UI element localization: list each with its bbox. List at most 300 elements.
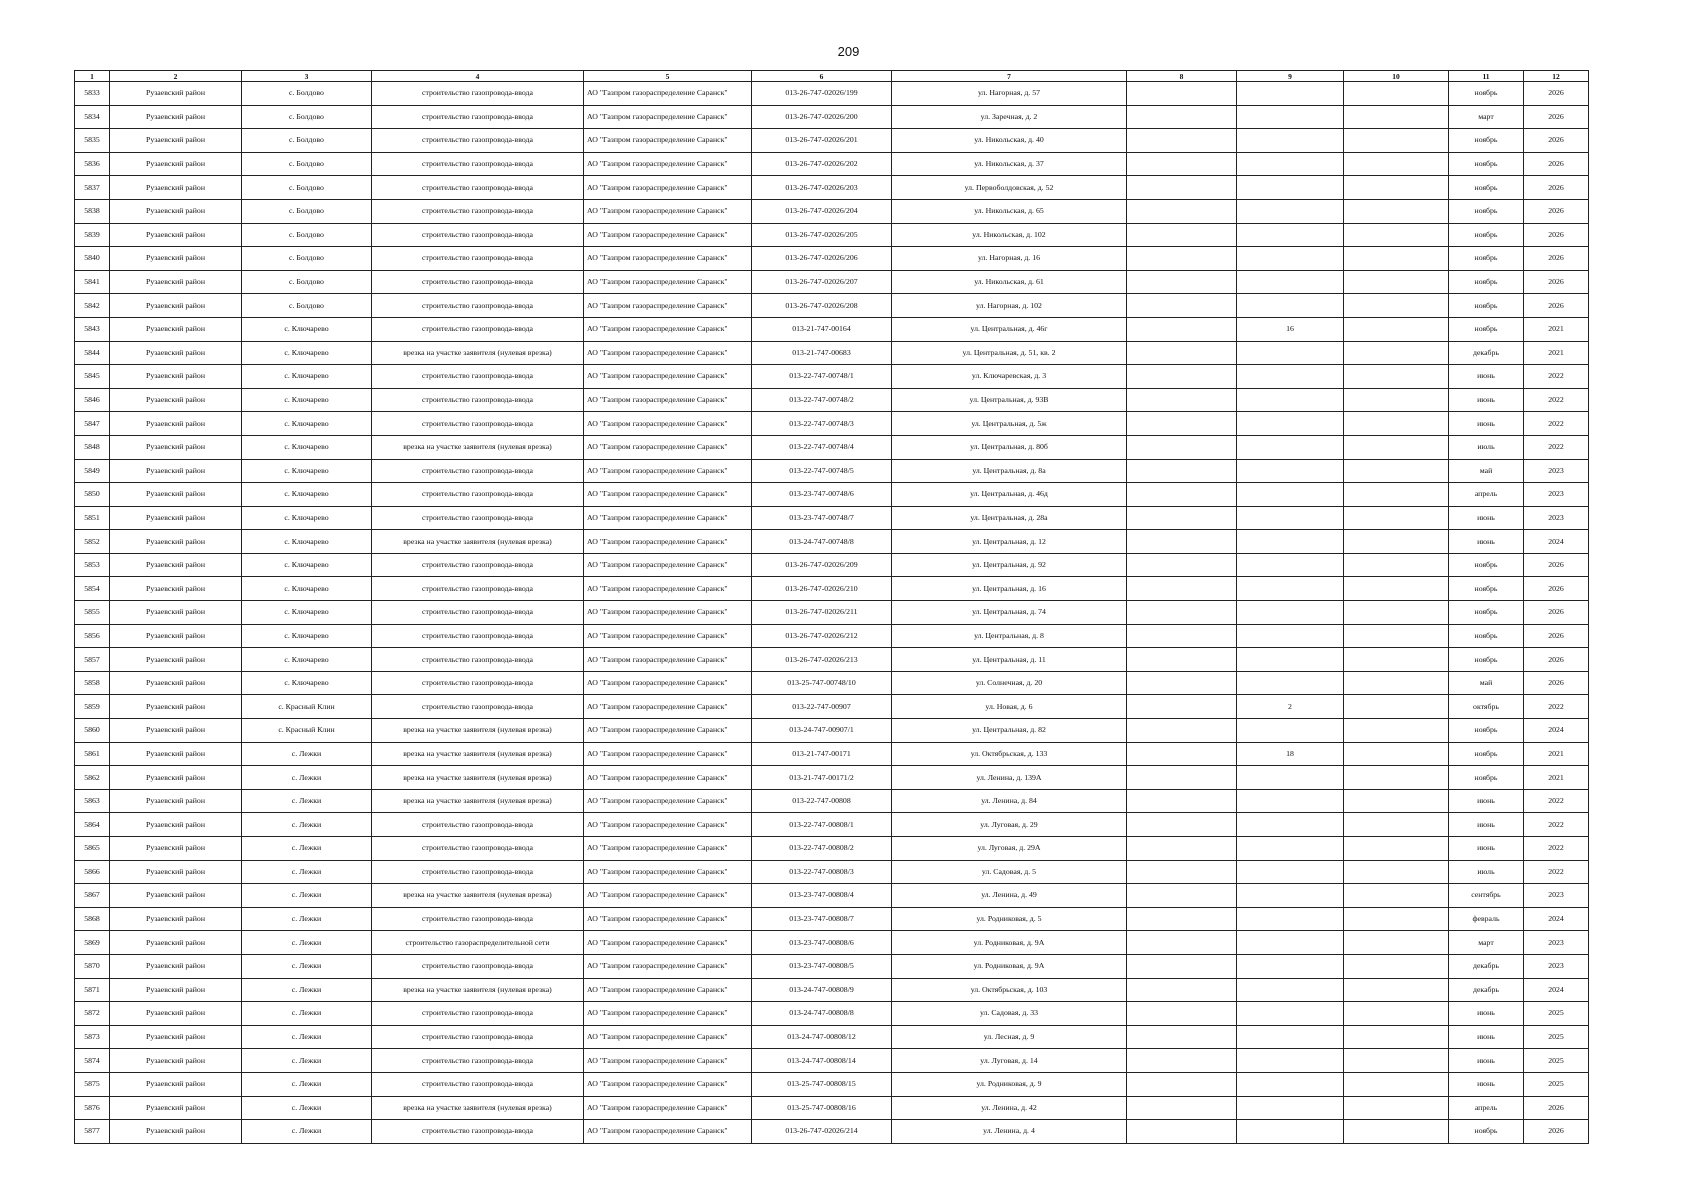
table-cell-col-8 xyxy=(1127,766,1237,790)
table-cell-col-7: ул. Заречная, д. 2 xyxy=(892,105,1127,129)
table-cell-col-7: ул. Родниковая, д. 9А xyxy=(892,954,1127,978)
table-cell-col-10 xyxy=(1344,459,1449,483)
table-cell-col-5: АО "Газпром газораспределение Саранск" xyxy=(584,152,752,176)
table-cell-col-8 xyxy=(1127,270,1237,294)
table-cell-col-5: АО "Газпром газораспределение Саранск" xyxy=(584,82,752,106)
table-cell-col-5: АО "Газпром газораспределение Саранск" xyxy=(584,884,752,908)
table-cell-col-7: ул. Центральная, д. 8а xyxy=(892,459,1127,483)
table-cell-col-8 xyxy=(1127,247,1237,271)
table-cell-col-2: Рузаевский район xyxy=(110,105,242,129)
table-cell-col-6: 013-23-747-00748/6 xyxy=(752,483,892,507)
registry-table xyxy=(74,70,1589,1144)
table-cell-col-3: с. Ключарево xyxy=(242,365,372,389)
table-cell-col-9 xyxy=(1237,247,1344,271)
table-cell-col-10 xyxy=(1344,365,1449,389)
table-cell-col-3: с. Красный Клин xyxy=(242,695,372,719)
table-cell-col-12: 2021 xyxy=(1524,766,1589,790)
table-cell-col-5: АО "Газпром газораспределение Саранск" xyxy=(584,601,752,625)
table-cell-col-2: Рузаевский район xyxy=(110,82,242,106)
table-cell-col-3: с. Лежки xyxy=(242,1096,372,1120)
table-cell-col-9 xyxy=(1237,341,1344,365)
table-cell-col-10 xyxy=(1344,199,1449,223)
table-cell-col-7: ул. Луговая, д. 29А xyxy=(892,837,1127,861)
table-cell-col-1: 5870 xyxy=(75,954,110,978)
table-cell-col-3: с. Болдово xyxy=(242,105,372,129)
table-cell-col-7: ул. Родниковая, д. 9 xyxy=(892,1072,1127,1096)
table-cell-col-10 xyxy=(1344,483,1449,507)
table-cell-col-5: АО "Газпром газораспределение Саранск" xyxy=(584,553,752,577)
table-cell-col-4: строительство газопровода-ввода xyxy=(372,907,584,931)
table-cell-col-4: строительство газопровода-ввода xyxy=(372,695,584,719)
table-cell-col-12: 2026 xyxy=(1524,648,1589,672)
table-cell-col-8 xyxy=(1127,1072,1237,1096)
table-cell-col-12: 2025 xyxy=(1524,1072,1589,1096)
table-cell-col-5: АО "Газпром газораспределение Саранск" xyxy=(584,105,752,129)
table-cell-col-10 xyxy=(1344,223,1449,247)
table-cell-col-1: 5854 xyxy=(75,577,110,601)
table-cell-col-2: Рузаевский район xyxy=(110,1002,242,1026)
table-cell-col-9 xyxy=(1237,152,1344,176)
table-cell-col-1: 5877 xyxy=(75,1120,110,1144)
table-cell-col-2: Рузаевский район xyxy=(110,1120,242,1144)
table-cell-col-10 xyxy=(1344,860,1449,884)
table-cell-col-12: 2024 xyxy=(1524,907,1589,931)
table-cell-col-9 xyxy=(1237,931,1344,955)
table-cell-col-3: с. Болдово xyxy=(242,152,372,176)
table-cell-col-6: 013-23-747-00808/5 xyxy=(752,954,892,978)
table-cell-col-4: строительство газопровода-ввода xyxy=(372,105,584,129)
table-cell-col-8 xyxy=(1127,577,1237,601)
table-cell-col-3: с. Лежки xyxy=(242,907,372,931)
table-cell-col-12: 2021 xyxy=(1524,317,1589,341)
table-cell-col-11: июнь xyxy=(1449,530,1524,554)
table-cell-col-6: 013-23-747-00808/4 xyxy=(752,884,892,908)
table-cell-col-11: апрель xyxy=(1449,1096,1524,1120)
table-row xyxy=(75,1049,1589,1073)
table-cell-col-1: 5859 xyxy=(75,695,110,719)
table-cell-col-5: АО "Газпром газораспределение Саранск" xyxy=(584,483,752,507)
table-row xyxy=(75,294,1589,318)
table-cell-col-9 xyxy=(1237,435,1344,459)
table-cell-col-2: Рузаевский район xyxy=(110,365,242,389)
table-cell-col-1: 5845 xyxy=(75,365,110,389)
table-cell-col-9 xyxy=(1237,129,1344,153)
table-cell-col-2: Рузаевский район xyxy=(110,506,242,530)
table-cell-col-2: Рузаевский район xyxy=(110,648,242,672)
table-cell-col-7: ул. Садовая, д. 33 xyxy=(892,1002,1127,1026)
table-cell-col-4: врезка на участке заявителя (нулевая врезка) xyxy=(372,978,584,1002)
table-cell-col-9 xyxy=(1237,884,1344,908)
table-cell-col-10 xyxy=(1344,1002,1449,1026)
table-cell-col-9 xyxy=(1237,837,1344,861)
table-cell-col-5: АО "Газпром газораспределение Саранск" xyxy=(584,1049,752,1073)
table-cell-col-5: АО "Газпром газораспределение Саранск" xyxy=(584,742,752,766)
table-cell-col-11: сентябрь xyxy=(1449,884,1524,908)
table-cell-col-11: март xyxy=(1449,931,1524,955)
table-cell-col-9 xyxy=(1237,412,1344,436)
table-cell-col-3: с. Лежки xyxy=(242,954,372,978)
table-cell-col-1: 5874 xyxy=(75,1049,110,1073)
table-cell-col-6: 013-26-747-02026/212 xyxy=(752,624,892,648)
table-cell-col-1: 5847 xyxy=(75,412,110,436)
table-cell-col-3: с. Ключарево xyxy=(242,530,372,554)
table-cell-col-6: 013-25-747-00808/16 xyxy=(752,1096,892,1120)
table-row xyxy=(75,199,1589,223)
table-cell-col-12: 2022 xyxy=(1524,412,1589,436)
table-cell-col-6: 013-24-747-00748/8 xyxy=(752,530,892,554)
table-row xyxy=(75,789,1589,813)
table-cell-col-11: ноябрь xyxy=(1449,553,1524,577)
table-cell-col-11: июнь xyxy=(1449,1072,1524,1096)
table-cell-col-4: строительство газопровода-ввода xyxy=(372,152,584,176)
table-cell-col-2: Рузаевский район xyxy=(110,247,242,271)
table-cell-col-12: 2022 xyxy=(1524,388,1589,412)
table-cell-col-10 xyxy=(1344,719,1449,743)
table-row xyxy=(75,223,1589,247)
table-cell-col-12: 2022 xyxy=(1524,837,1589,861)
table-cell-col-3: с. Болдово xyxy=(242,270,372,294)
table-row xyxy=(75,152,1589,176)
table-cell-col-4: строительство газопровода-ввода xyxy=(372,483,584,507)
table-cell-col-5: АО "Газпром газораспределение Саранск" xyxy=(584,648,752,672)
table-cell-col-5: АО "Газпром газораспределение Саранск" xyxy=(584,388,752,412)
table-cell-col-1: 5869 xyxy=(75,931,110,955)
table-cell-col-3: с. Болдово xyxy=(242,199,372,223)
table-cell-col-8 xyxy=(1127,742,1237,766)
table-cell-col-6: 013-21-747-00171 xyxy=(752,742,892,766)
table-cell-col-4: строительство газопровода-ввода xyxy=(372,648,584,672)
table-cell-col-12: 2021 xyxy=(1524,341,1589,365)
table-cell-col-7: ул. Ленина, д. 139А xyxy=(892,766,1127,790)
table-cell-col-6: 013-21-747-00164 xyxy=(752,317,892,341)
table-cell-col-3: с. Лежки xyxy=(242,931,372,955)
table-cell-col-7: ул. Нагорная, д. 57 xyxy=(892,82,1127,106)
table-cell-col-11: ноябрь xyxy=(1449,1120,1524,1144)
table-cell-col-6: 013-26-747-02026/207 xyxy=(752,270,892,294)
table-cell-col-9 xyxy=(1237,82,1344,106)
table-cell-col-8 xyxy=(1127,1002,1237,1026)
table-cell-col-8 xyxy=(1127,813,1237,837)
table-cell-col-1: 5835 xyxy=(75,129,110,153)
table-cell-col-1: 5836 xyxy=(75,152,110,176)
table-cell-col-5: АО "Газпром газораспределение Саранск" xyxy=(584,766,752,790)
table-cell-col-6: 013-22-747-00808/1 xyxy=(752,813,892,837)
table-cell-col-8 xyxy=(1127,789,1237,813)
table-cell-col-3: с. Ключарево xyxy=(242,412,372,436)
column-header-7: 7 xyxy=(892,71,1127,82)
table-row xyxy=(75,1025,1589,1049)
table-cell-col-12: 2023 xyxy=(1524,954,1589,978)
table-cell-col-4: строительство газопровода-ввода xyxy=(372,199,584,223)
table-cell-col-8 xyxy=(1127,388,1237,412)
table-cell-col-12: 2026 xyxy=(1524,247,1589,271)
table-row xyxy=(75,82,1589,106)
table-cell-col-2: Рузаевский район xyxy=(110,176,242,200)
table-cell-col-4: строительство газопровода-ввода xyxy=(372,459,584,483)
table-cell-col-6: 013-22-747-00748/4 xyxy=(752,435,892,459)
table-cell-col-6: 013-25-747-00808/15 xyxy=(752,1072,892,1096)
table-cell-col-8 xyxy=(1127,459,1237,483)
table-cell-col-11: ноябрь xyxy=(1449,742,1524,766)
table-cell-col-7: ул. Лесная, д. 9 xyxy=(892,1025,1127,1049)
table-cell-col-4: врезка на участке заявителя (нулевая врезка) xyxy=(372,341,584,365)
table-cell-col-1: 5856 xyxy=(75,624,110,648)
table-cell-col-11: апрель xyxy=(1449,483,1524,507)
table-cell-col-11: ноябрь xyxy=(1449,294,1524,318)
table-cell-col-4: строительство газопровода-ввода xyxy=(372,1120,584,1144)
table-cell-col-8 xyxy=(1127,223,1237,247)
table-cell-col-4: строительство газопровода-ввода xyxy=(372,601,584,625)
table-cell-col-5: АО "Газпром газораспределение Саранск" xyxy=(584,837,752,861)
table-cell-col-12: 2026 xyxy=(1524,199,1589,223)
table-cell-col-6: 013-22-747-00808 xyxy=(752,789,892,813)
table-cell-col-12: 2022 xyxy=(1524,789,1589,813)
table-cell-col-9 xyxy=(1237,719,1344,743)
table-cell-col-4: строительство газопровода-ввода xyxy=(372,671,584,695)
table-cell-col-12: 2022 xyxy=(1524,435,1589,459)
table-cell-col-4: строительство газопровода-ввода xyxy=(372,860,584,884)
table-cell-col-12: 2023 xyxy=(1524,483,1589,507)
table-cell-col-5: АО "Газпром газораспределение Саранск" xyxy=(584,270,752,294)
table-cell-col-3: с. Лежки xyxy=(242,813,372,837)
table-cell-col-11: октябрь xyxy=(1449,695,1524,719)
table-cell-col-4: строительство газопровода-ввода xyxy=(372,624,584,648)
table-cell-col-8 xyxy=(1127,435,1237,459)
table-cell-col-9 xyxy=(1237,388,1344,412)
table-row xyxy=(75,105,1589,129)
table-cell-col-2: Рузаевский район xyxy=(110,223,242,247)
table-cell-col-10 xyxy=(1344,813,1449,837)
table-cell-col-7: ул. Солнечная, д. 20 xyxy=(892,671,1127,695)
table-cell-col-3: с. Ключарево xyxy=(242,624,372,648)
table-cell-col-9 xyxy=(1237,1072,1344,1096)
table-cell-col-1: 5840 xyxy=(75,247,110,271)
table-cell-col-9 xyxy=(1237,270,1344,294)
table-cell-col-11: ноябрь xyxy=(1449,247,1524,271)
table-cell-col-2: Рузаевский район xyxy=(110,152,242,176)
table-cell-col-3: с. Лежки xyxy=(242,789,372,813)
table-cell-col-5: АО "Газпром газораспределение Саранск" xyxy=(584,978,752,1002)
table-cell-col-1: 5850 xyxy=(75,483,110,507)
table-cell-col-1: 5849 xyxy=(75,459,110,483)
table-cell-col-6: 013-24-747-00808/14 xyxy=(752,1049,892,1073)
table-cell-col-2: Рузаевский район xyxy=(110,789,242,813)
table-cell-col-10 xyxy=(1344,152,1449,176)
table-cell-col-2: Рузаевский район xyxy=(110,954,242,978)
table-cell-col-9 xyxy=(1237,223,1344,247)
table-cell-col-4: врезка на участке заявителя (нулевая врезка) xyxy=(372,789,584,813)
table-cell-col-5: АО "Газпром газораспределение Саранск" xyxy=(584,624,752,648)
table-cell-col-4: врезка на участке заявителя (нулевая врезка) xyxy=(372,719,584,743)
table-cell-col-1: 5876 xyxy=(75,1096,110,1120)
table-cell-col-6: 013-26-747-02026/211 xyxy=(752,601,892,625)
table-cell-col-6: 013-22-747-00808/3 xyxy=(752,860,892,884)
table-cell-col-10 xyxy=(1344,341,1449,365)
table-cell-col-8 xyxy=(1127,884,1237,908)
table-cell-col-4: строительство газопровода-ввода xyxy=(372,506,584,530)
table-cell-col-10 xyxy=(1344,247,1449,271)
table-cell-col-4: врезка на участке заявителя (нулевая врезка) xyxy=(372,435,584,459)
table-cell-col-6: 013-26-747-02026/200 xyxy=(752,105,892,129)
table-cell-col-8 xyxy=(1127,530,1237,554)
table-cell-col-5: АО "Газпром газораспределение Саранск" xyxy=(584,719,752,743)
table-cell-col-1: 5875 xyxy=(75,1072,110,1096)
table-cell-col-3: с. Красный Клин xyxy=(242,719,372,743)
table-row xyxy=(75,1002,1589,1026)
table-cell-col-7: ул. Центральная, д. 12 xyxy=(892,530,1127,554)
table-cell-col-3: с. Лежки xyxy=(242,860,372,884)
table-cell-col-5: АО "Газпром газораспределение Саранск" xyxy=(584,931,752,955)
table-cell-col-6: 013-24-747-00808/8 xyxy=(752,1002,892,1026)
table-cell-col-2: Рузаевский район xyxy=(110,483,242,507)
table-cell-col-1: 5866 xyxy=(75,860,110,884)
table-cell-col-3: с. Ключарево xyxy=(242,601,372,625)
table-cell-col-12: 2026 xyxy=(1524,176,1589,200)
table-row xyxy=(75,388,1589,412)
table-cell-col-4: строительство газопровода-ввода xyxy=(372,1025,584,1049)
table-row xyxy=(75,837,1589,861)
table-cell-col-1: 5848 xyxy=(75,435,110,459)
table-cell-col-6: 013-26-747-02026/202 xyxy=(752,152,892,176)
column-header-12: 12 xyxy=(1524,71,1589,82)
table-cell-col-12: 2026 xyxy=(1524,1096,1589,1120)
table-cell-col-4: строительство газопровода-ввода xyxy=(372,317,584,341)
table-row xyxy=(75,435,1589,459)
column-header-5: 5 xyxy=(584,71,752,82)
table-cell-col-5: АО "Газпром газораспределение Саранск" xyxy=(584,294,752,318)
table-row xyxy=(75,270,1589,294)
table-cell-col-9 xyxy=(1237,624,1344,648)
table-cell-col-2: Рузаевский район xyxy=(110,837,242,861)
table-cell-col-10 xyxy=(1344,1072,1449,1096)
table-cell-col-6: 013-21-747-00171/2 xyxy=(752,766,892,790)
table-cell-col-11: ноябрь xyxy=(1449,766,1524,790)
table-cell-col-12: 2025 xyxy=(1524,1049,1589,1073)
table-cell-col-5: АО "Газпром газораспределение Саранск" xyxy=(584,671,752,695)
table-cell-col-1: 5873 xyxy=(75,1025,110,1049)
table-cell-col-11: июнь xyxy=(1449,365,1524,389)
page-number: 209 xyxy=(837,44,860,59)
table-cell-col-4: строительство газопровода-ввода xyxy=(372,294,584,318)
table-cell-col-11: декабрь xyxy=(1449,341,1524,365)
table-cell-col-7: ул. Никольская, д. 37 xyxy=(892,152,1127,176)
table-cell-col-5: АО "Газпром газораспределение Саранск" xyxy=(584,435,752,459)
table-cell-col-7: ул. Октябрьская, д. 103 xyxy=(892,978,1127,1002)
table-cell-col-1: 5837 xyxy=(75,176,110,200)
table-cell-col-12: 2026 xyxy=(1524,82,1589,106)
table-cell-col-7: ул. Родниковая, д. 5 xyxy=(892,907,1127,931)
table-cell-col-2: Рузаевский район xyxy=(110,1049,242,1073)
table-cell-col-11: ноябрь xyxy=(1449,129,1524,153)
table-cell-col-8 xyxy=(1127,624,1237,648)
table-cell-col-11: июнь xyxy=(1449,789,1524,813)
table-cell-col-2: Рузаевский район xyxy=(110,978,242,1002)
table-row xyxy=(75,695,1589,719)
table-cell-col-3: с. Болдово xyxy=(242,129,372,153)
table-cell-col-4: строительство газопровода-ввода xyxy=(372,365,584,389)
table-cell-col-4: строительство газопровода-ввода xyxy=(372,1072,584,1096)
table-cell-col-7: ул. Ленина, д. 49 xyxy=(892,884,1127,908)
table-cell-col-8 xyxy=(1127,695,1237,719)
table-cell-col-6: 013-26-747-02026/199 xyxy=(752,82,892,106)
table-cell-col-12: 2026 xyxy=(1524,1120,1589,1144)
table-cell-col-1: 5839 xyxy=(75,223,110,247)
column-header-11: 11 xyxy=(1449,71,1524,82)
table-cell-col-2: Рузаевский район xyxy=(110,294,242,318)
table-cell-col-7: ул. Октябрьская, д. 133 xyxy=(892,742,1127,766)
table-cell-col-10 xyxy=(1344,530,1449,554)
table-cell-col-8 xyxy=(1127,365,1237,389)
table-cell-col-8 xyxy=(1127,978,1237,1002)
table-cell-col-3: с. Ключарево xyxy=(242,577,372,601)
table-cell-col-9 xyxy=(1237,813,1344,837)
column-header-8: 8 xyxy=(1127,71,1237,82)
table-cell-col-9 xyxy=(1237,860,1344,884)
table-cell-col-7: ул. Никольская, д. 61 xyxy=(892,270,1127,294)
table-cell-col-12: 2026 xyxy=(1524,152,1589,176)
table-cell-col-3: с. Ключарево xyxy=(242,671,372,695)
table-cell-col-11: февраль xyxy=(1449,907,1524,931)
table-cell-col-5: АО "Газпром газораспределение Саранск" xyxy=(584,1002,752,1026)
table-cell-col-7: ул. Никольская, д. 65 xyxy=(892,199,1127,223)
table-row xyxy=(75,1096,1589,1120)
table-row xyxy=(75,176,1589,200)
table-cell-col-3: с. Ключарево xyxy=(242,459,372,483)
table-row xyxy=(75,553,1589,577)
table-cell-col-8 xyxy=(1127,719,1237,743)
table-cell-col-12: 2026 xyxy=(1524,129,1589,153)
column-header-10: 10 xyxy=(1344,71,1449,82)
table-cell-col-9 xyxy=(1237,553,1344,577)
table-cell-col-11: март xyxy=(1449,105,1524,129)
table-cell-col-2: Рузаевский район xyxy=(110,601,242,625)
table-cell-col-7: ул. Центральная, д. 5ж xyxy=(892,412,1127,436)
table-cell-col-9 xyxy=(1237,789,1344,813)
table-cell-col-12: 2023 xyxy=(1524,931,1589,955)
table-cell-col-5: АО "Газпром газораспределение Саранск" xyxy=(584,365,752,389)
table-cell-col-9 xyxy=(1237,294,1344,318)
table-cell-col-11: ноябрь xyxy=(1449,577,1524,601)
header-row xyxy=(75,71,1589,82)
table-cell-col-1: 5843 xyxy=(75,317,110,341)
table-cell-col-7: ул. Центральная, д. 93В xyxy=(892,388,1127,412)
table-cell-col-9: 18 xyxy=(1237,742,1344,766)
table-cell-col-2: Рузаевский район xyxy=(110,270,242,294)
table-cell-col-8 xyxy=(1127,601,1237,625)
table-cell-col-12: 2024 xyxy=(1524,530,1589,554)
table-cell-col-1: 5858 xyxy=(75,671,110,695)
table-cell-col-11: июнь xyxy=(1449,1025,1524,1049)
table-cell-col-10 xyxy=(1344,105,1449,129)
table-cell-col-3: с. Болдово xyxy=(242,223,372,247)
table-cell-col-10 xyxy=(1344,931,1449,955)
table-cell-col-8 xyxy=(1127,553,1237,577)
table-cell-col-3: с. Болдово xyxy=(242,82,372,106)
table-cell-col-8 xyxy=(1127,82,1237,106)
table-cell-col-6: 013-26-747-02026/205 xyxy=(752,223,892,247)
table-cell-col-9 xyxy=(1237,1025,1344,1049)
table-cell-col-5: АО "Газпром газораспределение Саранск" xyxy=(584,199,752,223)
table-cell-col-4: строительство газопровода-ввода xyxy=(372,412,584,436)
table-cell-col-12: 2026 xyxy=(1524,270,1589,294)
table-cell-col-9 xyxy=(1237,766,1344,790)
table-cell-col-5: АО "Газпром газораспределение Саранск" xyxy=(584,1096,752,1120)
table-cell-col-7: ул. Луговая, д. 29 xyxy=(892,813,1127,837)
table-cell-col-7: ул. Никольская, д. 40 xyxy=(892,129,1127,153)
table-cell-col-1: 5862 xyxy=(75,766,110,790)
table-cell-col-6: 013-22-747-00748/3 xyxy=(752,412,892,436)
table-cell-col-10 xyxy=(1344,270,1449,294)
